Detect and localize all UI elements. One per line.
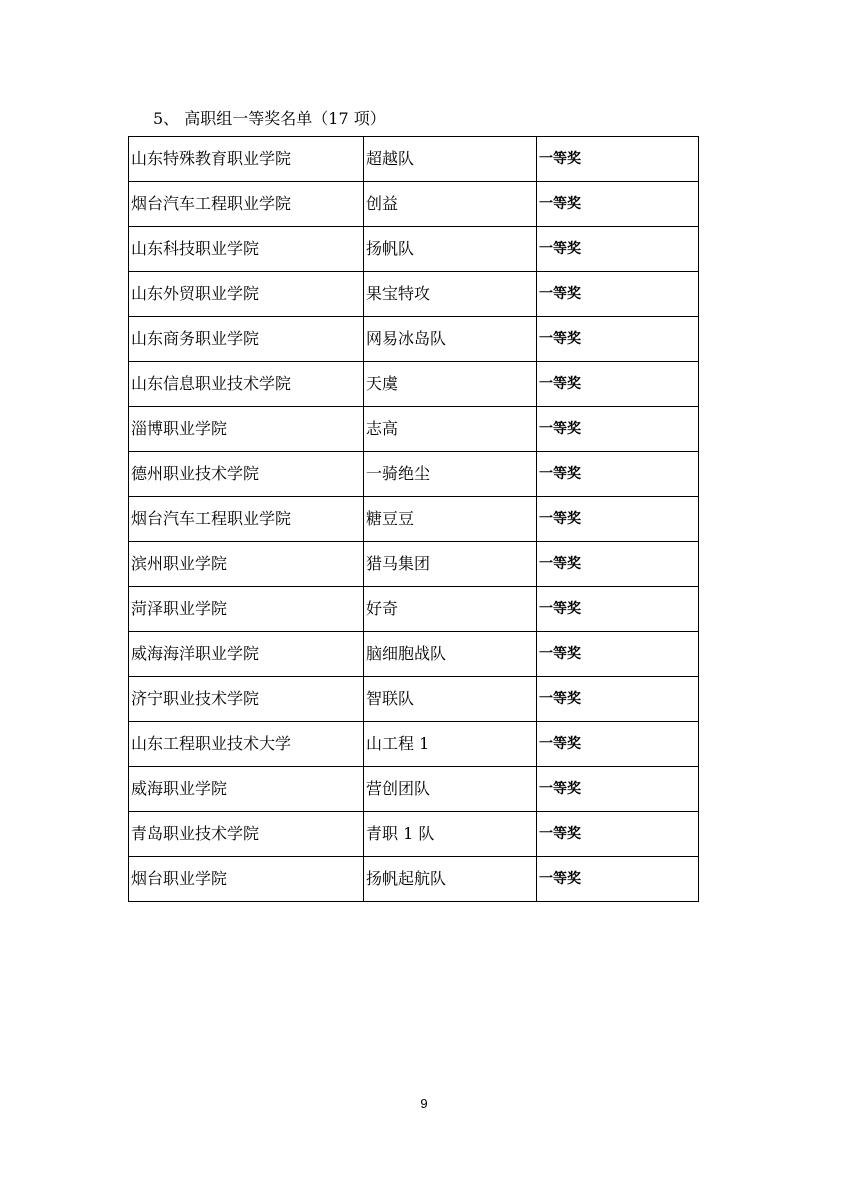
table-row <box>129 812 699 857</box>
table-row <box>129 767 699 812</box>
school-cell: 山东特殊教育职业学院 <box>129 137 364 182</box>
table-row <box>129 587 699 632</box>
table-row <box>129 272 699 317</box>
award-cell: 一等奖 <box>537 272 699 317</box>
table-row <box>129 452 699 497</box>
award-cell: 一等奖 <box>537 542 699 587</box>
award-cell: 一等奖 <box>537 317 699 362</box>
school-cell: 滨州职业学院 <box>129 542 364 587</box>
table-row <box>129 182 699 227</box>
award-cell: 一等奖 <box>537 812 699 857</box>
table-row <box>129 137 699 182</box>
table-row <box>129 857 699 902</box>
team-cell: 网易冰岛队 <box>364 317 537 362</box>
table-row <box>129 362 699 407</box>
team-cell: 智联队 <box>364 677 537 722</box>
team-cell: 青职 1 队 <box>364 812 537 857</box>
team-cell: 山工程 1 <box>364 722 537 767</box>
team-cell: 超越队 <box>364 137 537 182</box>
award-cell: 一等奖 <box>537 362 699 407</box>
table-row <box>129 497 699 542</box>
award-cell: 一等奖 <box>537 632 699 677</box>
team-cell: 营创团队 <box>364 767 537 812</box>
school-cell: 威海海洋职业学院 <box>129 632 364 677</box>
team-cell: 猎马集团 <box>364 542 537 587</box>
award-cell: 一等奖 <box>537 677 699 722</box>
table-row <box>129 317 699 362</box>
school-cell: 山东外贸职业学院 <box>129 272 364 317</box>
table-row <box>129 677 699 722</box>
school-cell: 青岛职业技术学院 <box>129 812 364 857</box>
award-table <box>128 136 699 902</box>
school-cell: 山东工程职业技术大学 <box>129 722 364 767</box>
school-cell: 烟台汽车工程职业学院 <box>129 497 364 542</box>
award-cell: 一等奖 <box>537 722 699 767</box>
team-cell: 扬帆起航队 <box>364 857 537 902</box>
table-row <box>129 722 699 767</box>
award-cell: 一等奖 <box>537 767 699 812</box>
school-cell: 山东科技职业学院 <box>129 227 364 272</box>
school-cell: 山东信息职业技术学院 <box>129 362 364 407</box>
award-cell: 一等奖 <box>537 227 699 272</box>
page-number: 9 <box>420 1096 428 1111</box>
school-cell: 济宁职业技术学院 <box>129 677 364 722</box>
team-cell: 果宝特攻 <box>364 272 537 317</box>
team-cell: 糖豆豆 <box>364 497 537 542</box>
award-cell: 一等奖 <box>537 857 699 902</box>
school-cell: 威海职业学院 <box>129 767 364 812</box>
award-cell: 一等奖 <box>537 407 699 452</box>
table-row <box>129 632 699 677</box>
school-cell: 山东商务职业学院 <box>129 317 364 362</box>
team-cell: 志高 <box>364 407 537 452</box>
award-cell: 一等奖 <box>537 137 699 182</box>
section-heading: 5、 高职组一等奖名单（17 项） <box>153 109 386 128</box>
award-table-body <box>129 137 699 902</box>
team-cell: 好奇 <box>364 587 537 632</box>
school-cell: 菏泽职业学院 <box>129 587 364 632</box>
award-cell: 一等奖 <box>537 497 699 542</box>
school-cell: 烟台职业学院 <box>129 857 364 902</box>
table-row <box>129 227 699 272</box>
school-cell: 淄博职业学院 <box>129 407 364 452</box>
school-cell: 德州职业技术学院 <box>129 452 364 497</box>
team-cell: 一骑绝尘 <box>364 452 537 497</box>
team-cell: 天虞 <box>364 362 537 407</box>
team-cell: 创益 <box>364 182 537 227</box>
award-cell: 一等奖 <box>537 587 699 632</box>
award-cell: 一等奖 <box>537 452 699 497</box>
team-cell: 脑细胞战队 <box>364 632 537 677</box>
table-row <box>129 407 699 452</box>
school-cell: 烟台汽车工程职业学院 <box>129 182 364 227</box>
team-cell: 扬帆队 <box>364 227 537 272</box>
table-row <box>129 542 699 587</box>
award-cell: 一等奖 <box>537 182 699 227</box>
